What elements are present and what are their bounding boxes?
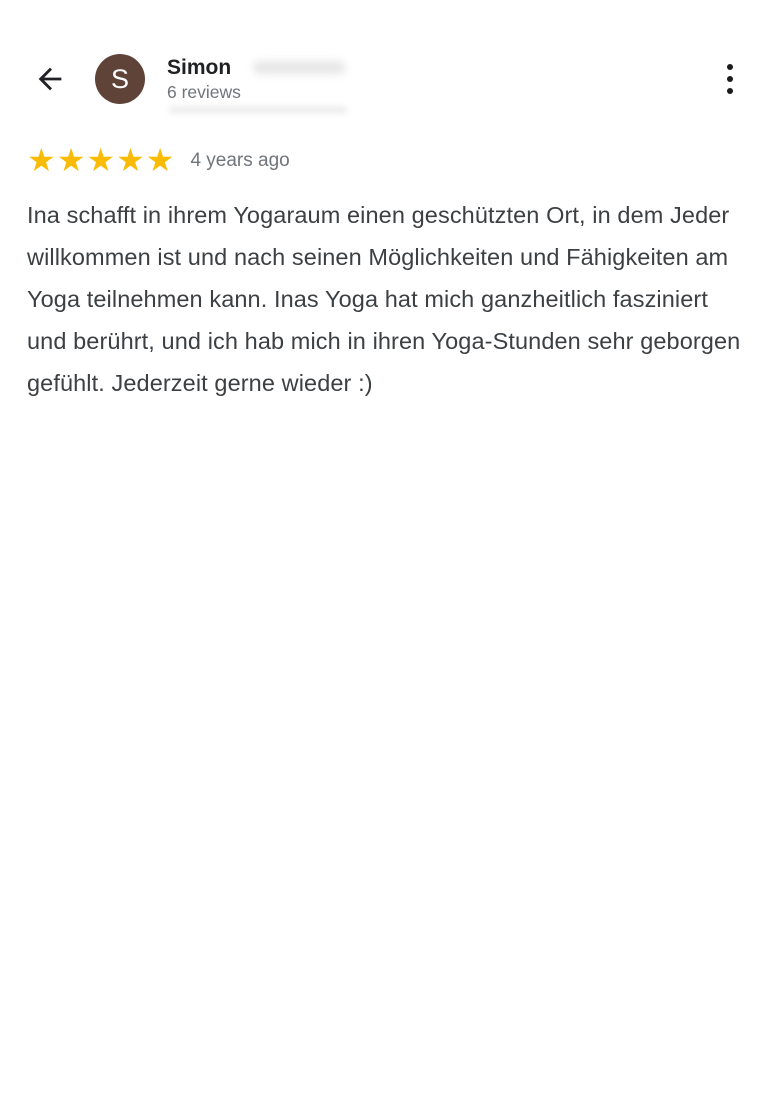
star-rating-icons: ★★★★★ bbox=[27, 142, 176, 178]
redacted-subtext-blur bbox=[169, 106, 347, 114]
avatar-initial: S bbox=[110, 63, 129, 94]
reviewer-review-count: 6 reviews bbox=[167, 82, 241, 102]
reviewer-name: Simon bbox=[167, 56, 232, 79]
rating-row bbox=[27, 142, 290, 178]
more-options-button[interactable] bbox=[725, 60, 735, 98]
arrow-left-icon bbox=[33, 62, 67, 96]
kebab-menu-icon bbox=[727, 64, 733, 94]
review-timestamp: 4 years ago bbox=[190, 150, 290, 171]
back-button[interactable] bbox=[33, 62, 67, 96]
review-header bbox=[33, 53, 735, 105]
user-info bbox=[167, 54, 241, 104]
review-text: Ina schafft in ihrem Yogaraum einen geschützten Ort, in dem Jeder willkommen ist und nach seinen Möglichkeiten und Fähigkeiten am Yoga teilnehmen kann. Inas Yoga hat mich ganzheitlich fasziniert und berührt, und ich hab mich in ihren Yoga-Stunden sehr geborgen gefühlt. Jederzeit gerne wieder :) bbox=[27, 202, 741, 396]
avatar bbox=[95, 54, 145, 104]
redacted-surname-blur bbox=[253, 61, 345, 74]
